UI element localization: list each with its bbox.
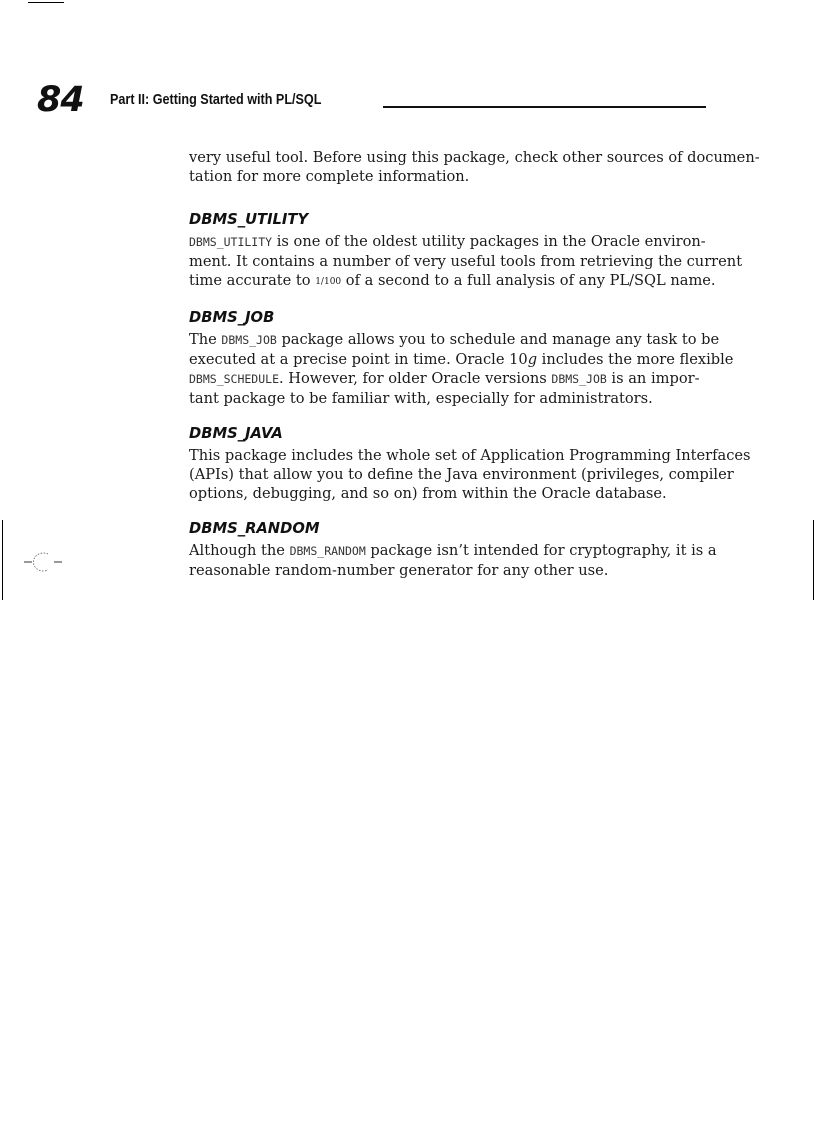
random-paragraph bbox=[189, 541, 717, 580]
text-line: very useful tool. Before using this package, check other sources of documen- bbox=[189, 149, 760, 166]
utility-paragraph bbox=[189, 232, 743, 292]
page-number: 84 bbox=[37, 80, 84, 120]
text-line: ment. It contains a number of very useful tools from retrieving the current bbox=[189, 253, 743, 270]
text-line bbox=[189, 541, 717, 561]
text-run: The bbox=[189, 331, 222, 348]
header-rule bbox=[383, 106, 706, 108]
text-line: (APIs) that allow you to define the Java environment (privileges, compiler bbox=[189, 466, 734, 483]
text-run: time accurate to bbox=[189, 272, 316, 289]
italic-term: g bbox=[527, 351, 538, 368]
code-term: DBMS_JOB bbox=[551, 372, 607, 386]
text-line bbox=[189, 369, 709, 389]
code-term: DBMS_UTILITY bbox=[189, 235, 273, 249]
text-run: includes the more flexible bbox=[537, 351, 734, 368]
registration-mark bbox=[18, 550, 68, 574]
code-term: DBMS_SCHEDULE bbox=[189, 372, 280, 386]
job-paragraph bbox=[189, 330, 734, 408]
heading-dbms-random: DBMS_RANDOM bbox=[189, 519, 320, 537]
text-line bbox=[189, 271, 716, 292]
crop-mark-right bbox=[813, 520, 814, 600]
running-header: Part II: Getting Started with PL/SQL bbox=[110, 91, 322, 108]
code-term: DBMS_JOB bbox=[221, 333, 277, 347]
text-line bbox=[189, 232, 709, 252]
crop-mark-top bbox=[28, 2, 64, 3]
java-paragraph bbox=[189, 446, 751, 503]
fraction: 1/100 bbox=[315, 277, 342, 287]
text-run: is an impor- bbox=[606, 370, 700, 387]
text-run: package isn’t intended for cryptography, it is a bbox=[365, 542, 717, 559]
intro-paragraph bbox=[189, 148, 760, 186]
page-content bbox=[189, 148, 760, 580]
text-line: reasonable random-number generator for any other use. bbox=[189, 562, 609, 579]
heading-dbms-utility: DBMS_UTILITY bbox=[189, 210, 309, 228]
text-run: of a second to a full analysis of any PL/SQL name. bbox=[341, 272, 716, 289]
text-run: is one of the oldest utility packages in the Oracle environ- bbox=[272, 233, 706, 250]
code-term: DBMS_RANDOM bbox=[289, 544, 366, 558]
text-line: options, debugging, and so on) from within the Oracle database. bbox=[189, 485, 667, 502]
crop-mark-left bbox=[2, 520, 3, 600]
text-run: Although the bbox=[189, 542, 290, 559]
text-line: tation for more complete information. bbox=[189, 168, 470, 185]
heading-dbms-job: DBMS_JOB bbox=[189, 308, 275, 326]
text-run: package allows you to schedule and manage any task to be bbox=[276, 331, 720, 348]
text-line: This package includes the whole set of Application Programming Interfaces bbox=[189, 447, 751, 464]
text-line bbox=[189, 350, 734, 369]
text-run: . However, for older Oracle versions bbox=[279, 370, 552, 387]
text-run: executed at a precise point in time. Oracle 10 bbox=[189, 351, 528, 368]
heading-dbms-java: DBMS_JAVA bbox=[189, 424, 283, 442]
text-line: tant package to be familiar with, especially for administrators. bbox=[189, 390, 653, 407]
text-line bbox=[189, 330, 720, 350]
